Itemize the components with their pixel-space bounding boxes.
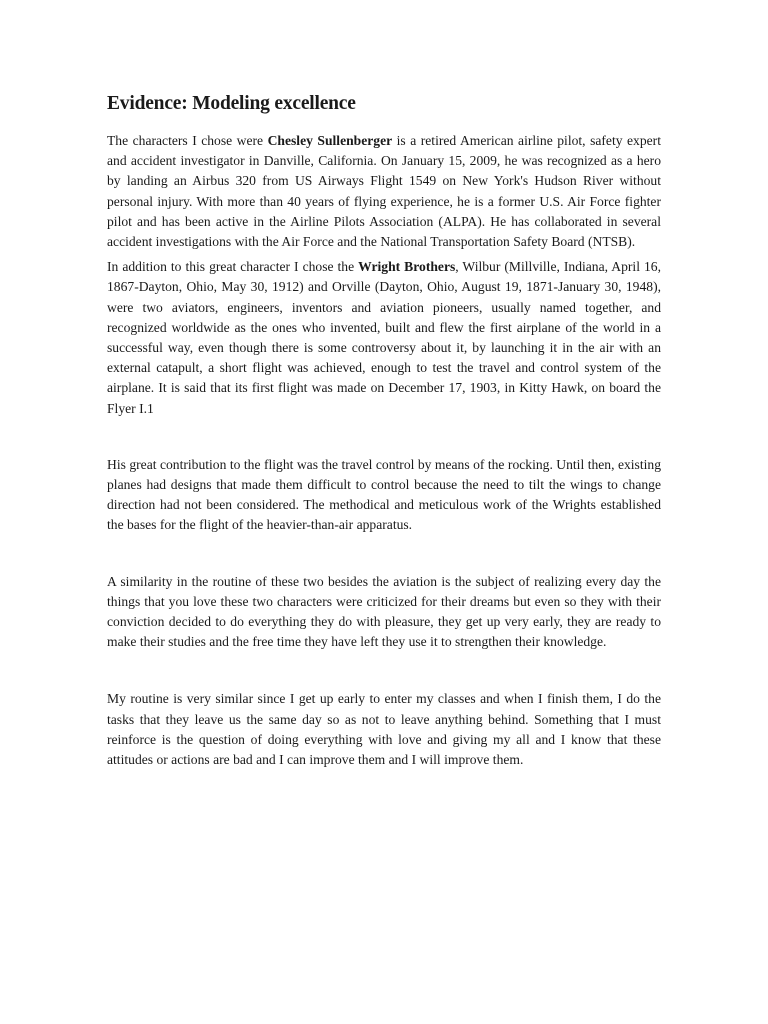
paragraph-wright-brothers [107,257,661,419]
paragraph-text: is a retired American airline pilot, safety expert and accident investigator in Danville, California. On January 15, 2009, he was recognized as a hero by landing an Airbus 320 from US Airways Flight 1549 on New York's Hudson River without personal injury. With more than 40 years of flying experience, he is a former U.S. Air Force fighter pilot and has been active in the Airline Pilots Association (ALPA). He has collaborated in several accident investigations with the Air Force and the National Transportation Safety Board (NTSB). [107,133,661,250]
paragraph-contribution: His great contribution to the flight was the travel control by means of the rocking. Until then, existing planes had designs that made them difficult to control because the need to tilt the wings to change direction had not been considered. The methodical and meticulous work of the Wrights established the bases for the flight of the heavier-than-air apparatus. [107,456,661,533]
paragraph-my-routine: My routine is very similar since I get up early to enter my classes and when I finish them, I do the tasks that they leave us the same day so as not to leave anything behind. Something that I must reinforce is the question of doing everything with love and giving my all and I know that these attitudes or actions are bad and I can improve them and I will improve them. [107,691,661,768]
paragraph-text: The characters I chose were [107,133,268,148]
document-page [107,88,661,770]
bold-name: Chesley Sullenberger [267,133,393,148]
paragraph-sullenberger [107,131,661,252]
paragraph-text: , Wilbur (Millville, Indiana, April 16, 1867-Dayton, Ohio, May 30, 1912) and Orville (Dayton, Ohio, August 19, 1871-January 30, 1948), were two aviators, engineers, inventors and aviation pioneers, usually named together, and recognized worldwide as the ones who invented, built and flew the first airplane of the world in a successful way, even though there is some controversy about it, by launching it in the air with an external catapult, a short flight was achieved, enough to test the travel and control system of the airplane. It is said that its first flight was made on December 17, 1903, in Kitty Hawk, on board the Flyer I.1 [107,259,661,416]
document-title: Evidence: Modeling excellence [107,93,356,114]
bold-name: Wright Brothers [358,259,456,275]
paragraph-similarity: A similarity in the routine of these two besides the aviation is the subject of realizing every day the things that you love these two characters were criticized for their dreams but even so they with their conviction decided to do everything they do with pleasure, they get up very early, they are ready to make their studies and the free time they have left they use it to strengthen their knowledge. [107,573,661,650]
paragraph-text: In addition to this great character I chose the [107,259,359,275]
